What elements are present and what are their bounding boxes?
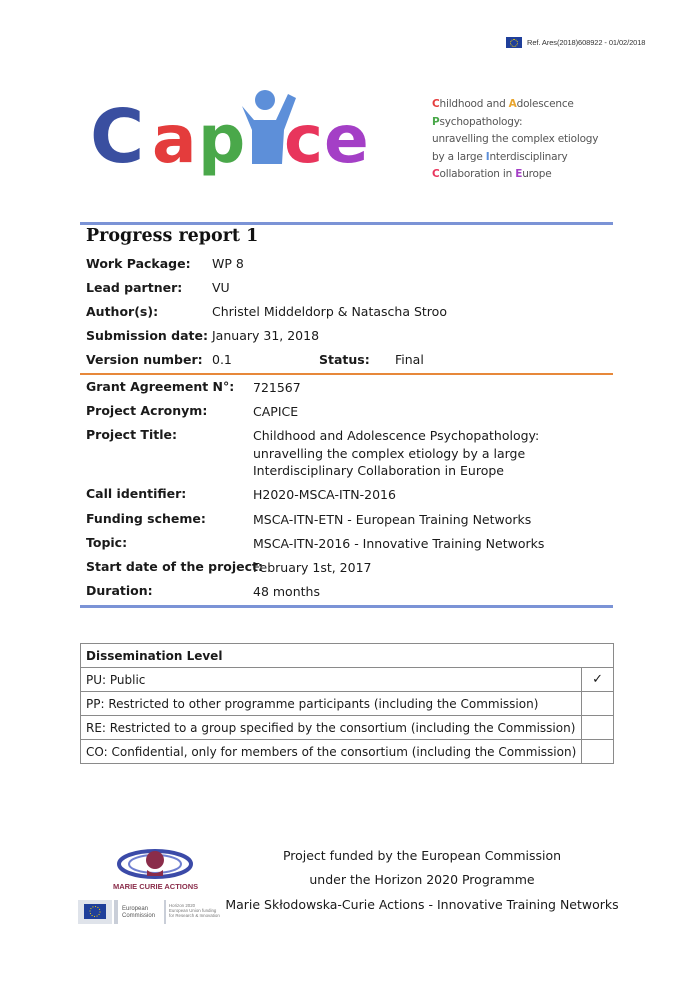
capice-logo bbox=[90, 86, 380, 186]
dissemination-level-text: PU: Public bbox=[81, 668, 582, 692]
header-field-label: Lead partner: bbox=[86, 280, 183, 295]
logo-tagline bbox=[432, 96, 652, 184]
tagline-line: Collaboration in Europe bbox=[432, 168, 552, 180]
header-field-label: Version number: bbox=[86, 352, 203, 367]
footer-line-3: Marie Skłodowska-Curie Actions - Innovative Training Networks bbox=[225, 897, 619, 912]
check-cell bbox=[582, 740, 614, 764]
project-field-value: MSCA-ITN-ETN - European Training Networks bbox=[253, 512, 532, 527]
project-field-label: Funding scheme: bbox=[86, 511, 206, 526]
status-label: Status: bbox=[319, 352, 370, 367]
project-field-label: Grant Agreement N°: bbox=[86, 379, 235, 394]
project-field-value: 48 months bbox=[253, 584, 320, 599]
project-field-value: H2020-MSCA-ITN-2016 bbox=[253, 487, 396, 502]
header-field-label: Submission date: bbox=[86, 328, 208, 343]
divider-top bbox=[80, 222, 613, 225]
european-commission-logo bbox=[78, 899, 238, 925]
project-field-value: Childhood and Adolescence Psychopathology: unravelling the complex etiology by a large Interdisciplinary Collaboration in Europe bbox=[253, 428, 540, 478]
project-field-label: Project Acronym: bbox=[86, 403, 208, 418]
logo-letter-c: C bbox=[90, 94, 145, 180]
project-field-label: Duration: bbox=[86, 583, 153, 598]
reference-text: Ref. Ares(2018)608922 - 01/02/2018 bbox=[527, 37, 646, 47]
dissemination-level-text: RE: Restricted to a group specified by the consortium (including the Commission) bbox=[81, 716, 582, 740]
divider-bottom bbox=[80, 605, 613, 608]
tagline-line: by a large Interdisciplinary bbox=[432, 150, 568, 163]
dissemination-row bbox=[81, 716, 614, 740]
logo-letter-c-second: c bbox=[284, 101, 324, 178]
marie-curie-actions-logo bbox=[110, 846, 210, 894]
header-field-value: Christel Middeldorp & Natascha Stroo bbox=[212, 304, 447, 319]
tagline-line: unravelling the complex etiology bbox=[432, 133, 599, 145]
reference-line bbox=[506, 36, 645, 48]
project-field-value: MSCA-ITN-2016 - Innovative Training Networks bbox=[253, 536, 545, 551]
check-cell bbox=[582, 692, 614, 716]
dissemination-level-text: PP: Restricted to other programme participants (including the Commission) bbox=[81, 692, 582, 716]
h2020-logo-text: Horizon 2020 European Union funding for Research & Innovation bbox=[169, 903, 220, 918]
eu-flag-icon bbox=[506, 37, 522, 48]
project-field-label: Call identifier: bbox=[86, 486, 187, 501]
project-field-value: 721567 bbox=[253, 380, 301, 395]
header-field-value: WP 8 bbox=[212, 256, 244, 271]
divider-middle bbox=[80, 373, 613, 375]
dissemination-level-text: CO: Confidential, only for members of the consortium (including the Commission) bbox=[81, 740, 582, 764]
dissemination-header-row bbox=[81, 644, 614, 668]
header-field-value: January 31, 2018 bbox=[212, 328, 320, 343]
dissemination-row bbox=[81, 692, 614, 716]
header-field-label: Work Package: bbox=[86, 256, 191, 271]
tagline-line: Psychopathology: bbox=[432, 115, 523, 128]
tagline-line: Childhood and Adolescence bbox=[432, 98, 574, 110]
project-field-label: Project Title: bbox=[86, 427, 177, 442]
dissemination-row bbox=[81, 668, 614, 692]
header-field-value: VU bbox=[212, 280, 230, 295]
ec-logo-text: European Commission bbox=[122, 906, 156, 919]
footer-line-1: Project funded by the European Commission bbox=[282, 848, 562, 863]
project-field-value: CAPICE bbox=[253, 404, 299, 419]
footer-line-2: under the Horizon 2020 Programme bbox=[309, 872, 535, 887]
project-field-value: February 1st, 2017 bbox=[253, 560, 372, 575]
checkmark-icon: ✓ bbox=[582, 668, 614, 692]
page-title: Progress report 1 bbox=[86, 226, 259, 246]
status-value: Final bbox=[395, 352, 424, 367]
logo-letter-p: p bbox=[198, 101, 246, 178]
logo-letter-e: e bbox=[324, 101, 369, 178]
dissemination-table bbox=[80, 643, 614, 764]
check-cell bbox=[582, 716, 614, 740]
logo-letter-a: a bbox=[152, 101, 197, 178]
project-field-label: Topic: bbox=[86, 535, 128, 550]
dissemination-header: Dissemination Level bbox=[81, 644, 614, 668]
mca-logo-text: MARIE CURIE ACTIONS bbox=[113, 882, 199, 891]
dissemination-row bbox=[81, 740, 614, 764]
header-field-label: Author(s): bbox=[86, 304, 159, 319]
header-field-value: 0.1 bbox=[212, 352, 232, 367]
project-field-label: Start date of the project: bbox=[86, 559, 264, 574]
